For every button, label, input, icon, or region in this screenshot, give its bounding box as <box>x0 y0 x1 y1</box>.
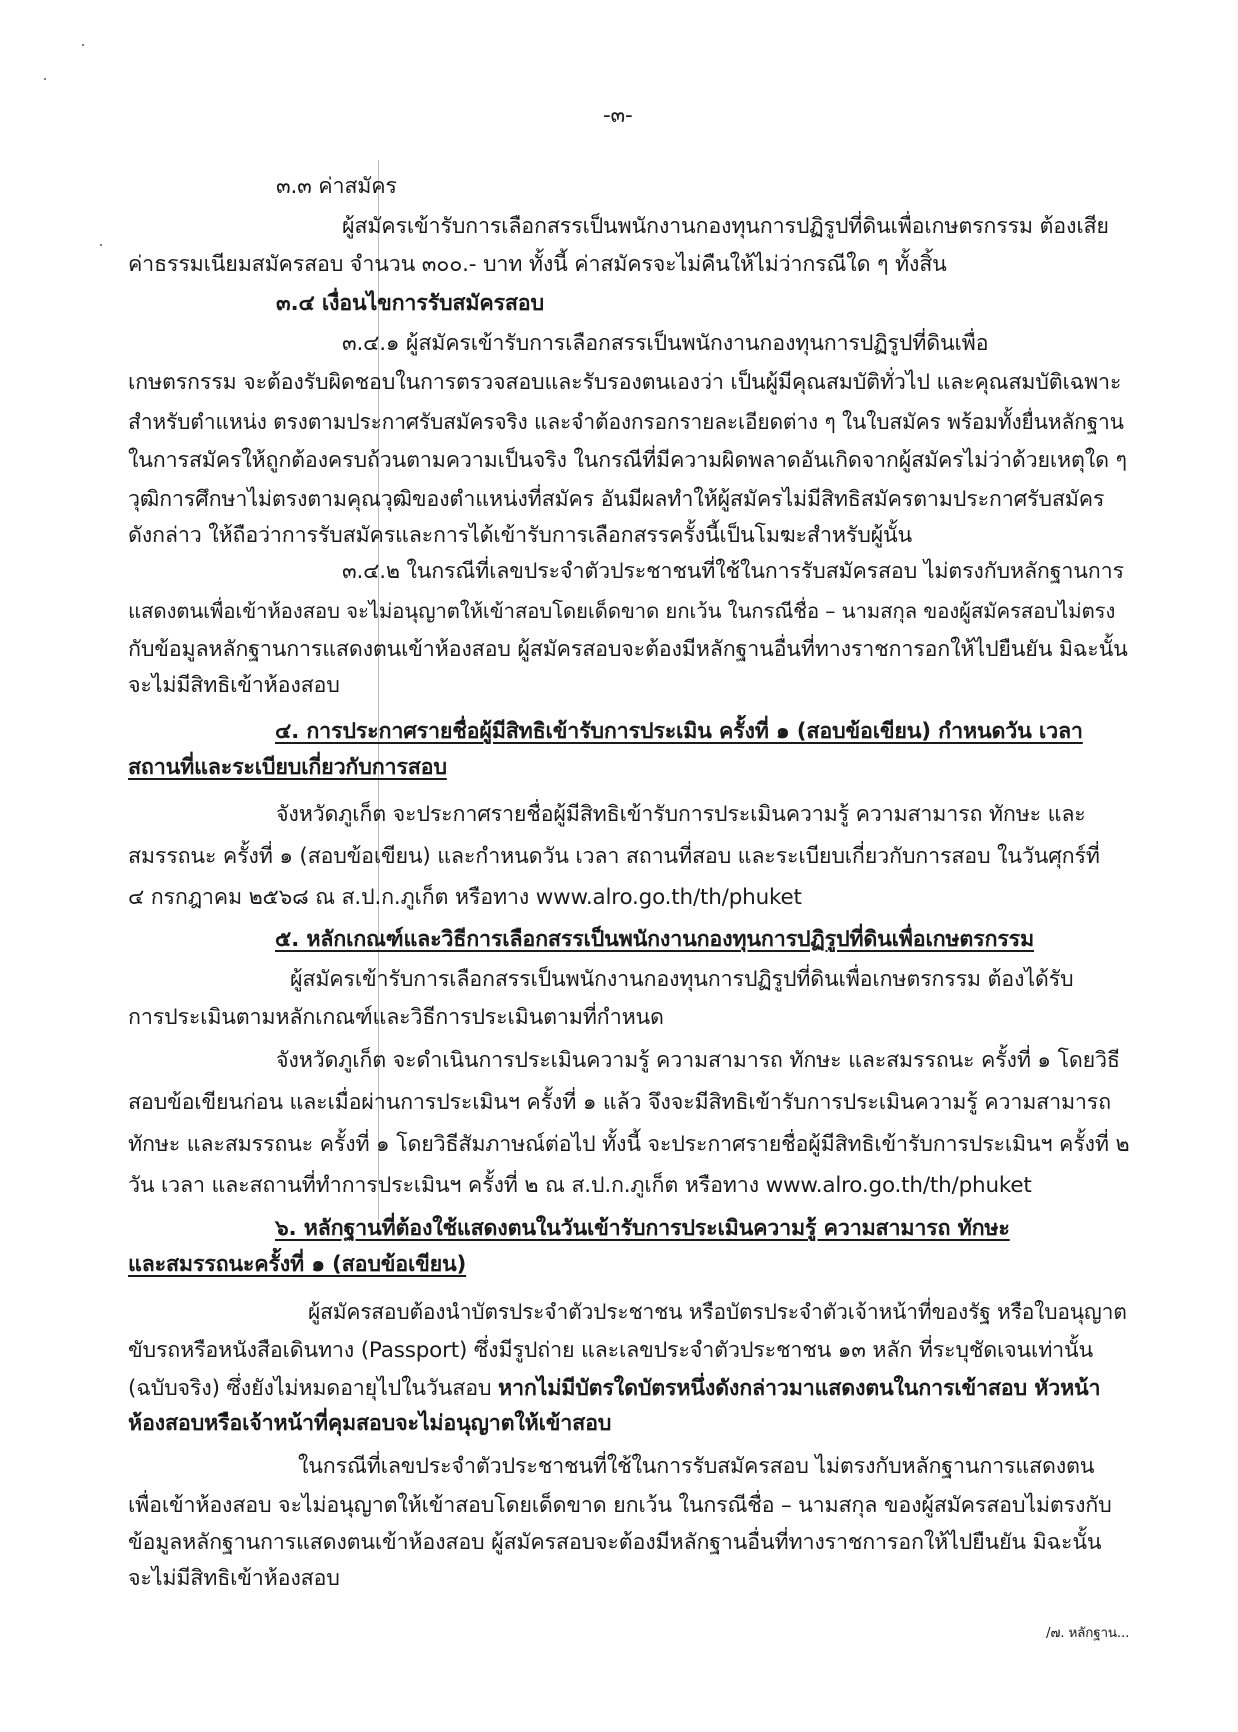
evidence-line: เพื่อเข้าห้องสอบ จะไม่อนุญาตให้เข้าสอบโดยเด็ดขาด ยกเว้น ในกรณีชื่อ – นามสกุล ของผู้สมัครสอบไม่ตรงกับ <box>128 1493 1112 1518</box>
criteria-line: ผู้สมัครเข้ารับการเลือกสรรเป็นพนักงานกองทุนการปฏิรูปที่ดินเพื่อเกษตรกรรม ต้องได้รับ <box>290 967 1074 992</box>
continuation-note: /๗. หลักฐาน... <box>1046 1625 1130 1641</box>
scan-speck <box>100 244 102 246</box>
section-fee-line: ค่าธรรมเนียมสมัครสอบ จำนวน ๓๐๐.- บาท ทั้งนี้ ค่าสมัครจะไม่คืนให้ไม่ว่ากรณีใด ๆ ทั้งสิ้น <box>128 252 947 277</box>
criteria-line: จังหวัดภูเก็ต จะดำเนินการประเมินความรู้ ความสามารถ ทักษะ และสมรรถนะ ครั้งที่ ๑ โดยวิธี <box>276 1048 1120 1073</box>
criteria-line: วัน เวลา และสถานที่ทำการประเมินฯ ครั้งที่ ๒ ณ ส.ป.ก.ภูเก็ต หรือทาง www.alro.go.th/th/phuket <box>128 1173 1032 1198</box>
section-announcement-heading: ๔. การประกาศรายชื่อผู้มีสิทธิเข้ารับการประเมิน ครั้งที่ ๑ (สอบข้อเขียน) กำหนดวัน เวลา <box>275 719 1083 744</box>
evidence-line-bold: ห้องสอบหรือเจ้าหน้าที่คุมสอบจะไม่อนุญาตให้เข้าสอบ <box>128 1411 612 1436</box>
announcement-line: ๔ กรกฎาคม ๒๕๖๘ ณ ส.ป.ก.ภูเก็ต หรือทาง www.alro.go.th/th/phuket <box>128 885 802 910</box>
section-fee-heading: ๓.๓ ค่าสมัคร <box>276 174 397 199</box>
section-conditions-heading: ๓.๔ เงื่อนไขการรับสมัครสอบ <box>276 291 544 316</box>
evidence-line: ในกรณีที่เลขประจำตัวประชาชนที่ใช้ในการรับสมัครสอบ ไม่ตรงกับหลักฐานการแสดงตน <box>298 1454 1095 1479</box>
scan-speck <box>82 44 84 46</box>
conditions-paragraph-line: กับข้อมูลหลักฐานการแสดงตนเข้าห้องสอบ ผู้สมัครสอบจะต้องมีหลักฐานอื่นที่ทางราชการอกให้ไปยืนยัน มิฉะนั้น <box>128 637 1128 662</box>
evidence-line-normal: (ฉบับจริง) ซึ่งยังไม่หมดอายุไปในวันสอบ <box>128 1376 498 1401</box>
conditions-paragraph-line: แสดงตนเพื่อเข้าห้องสอบ จะไม่อนุญาตให้เข้าสอบโดยเด็ดขาด ยกเว้น ในกรณีชื่อ – นามสกุล ของผู้สมัครสอบไม่ตรง <box>128 599 1116 623</box>
evidence-line: ผู้สมัครสอบต้องนำบัตรประจำตัวประชาชน หรือบัตรประจำตัวเจ้าหน้าที่ของรัฐ หรือใบอนุญาต <box>308 1300 1127 1324</box>
conditions-paragraph-line: สำหรับตำแหน่ง ตรงตามประกาศรับสมัครจริง และจำต้องกรอกรายละเอียดต่าง ๆ ในใบสมัคร พร้อมทั้งยื่นหลักฐาน <box>128 410 1124 434</box>
announcement-line: จังหวัดภูเก็ต จะประกาศรายชื่อผู้มีสิทธิเข้ารับการประเมินความรู้ ความสามารถ ทักษะ และ <box>276 802 1086 827</box>
conditions-paragraph-line: ดังกล่าว ให้ถือว่าการรับสมัครและการได้เข้ารับการเลือกสรรครั้งนี้เป็นโมฆะสำหรับผู้นั้น <box>128 523 913 548</box>
conditions-paragraph-line: ๓.๔.๒ ในกรณีที่เลขประจำตัวประชาชนที่ใช้ในการรับสมัครสอบ ไม่ตรงกับหลักฐานการ <box>342 559 1124 584</box>
section-criteria-heading: ๕. หลักเกณฑ์และวิธีการเลือกสรรเป็นพนักงานกองทุนการปฏิรูปที่ดินเพื่อเกษตรกรรม <box>275 927 1034 952</box>
conditions-paragraph-line: วุฒิการศึกษาไม่ตรงตามคุณวุฒิของตำแหน่งที่สมัคร อันมีผลทำให้ผู้สมัครไม่มีสิทธิสมัครตามประกาศรับสมัคร <box>128 487 1105 512</box>
criteria-line: สอบข้อเขียนก่อน และเมื่อผ่านการประเมินฯ ครั้งที่ ๑ แล้ว จึงจะมีสิทธิเข้ารับการประเมินความรู้ ความสามารถ <box>128 1090 1111 1115</box>
section-fee-line: ผู้สมัครเข้ารับการเลือกสรรเป็นพนักงานกองทุนการปฏิรูปที่ดินเพื่อเกษตรกรรม ต้องเสีย <box>342 214 1109 239</box>
conditions-paragraph-line: จะไม่มีสิทธิเข้าห้องสอบ <box>128 673 340 698</box>
conditions-paragraph-line: เกษตรกรรม จะต้องรับผิดชอบในการตรวจสอบและรับรองตนเองว่า เป็นผู้มีคุณสมบัติทั่วไป และคุณสมบัติเฉพาะ <box>128 370 1122 395</box>
conditions-paragraph-line: ๓.๔.๑ ผู้สมัครเข้ารับการเลือกสรรเป็นพนักงานกองทุนการปฏิรูปที่ดินเพื่อ <box>342 331 989 356</box>
conditions-paragraph-line: ในการสมัครให้ถูกต้องครบถ้วนตามความเป็นจริง ในกรณีที่มีความผิดพลาดอันเกิดจากผู้สมัครไม่ว่าด้วยเหตุใด ๆ <box>128 448 1127 473</box>
section-evidence-heading: ๖. หลักฐานที่ต้องใช้แสดงตนในวันเข้ารับการประเมินความรู้ ความสามารถ ทักษะ <box>275 1216 1010 1241</box>
evidence-line: ข้อมูลหลักฐานการแสดงตนเข้าห้องสอบ ผู้สมัครสอบจะต้องมีหลักฐานอื่นที่ทางราชการอกให้ไปยืนยัน มิฉะนั้น <box>128 1530 1102 1555</box>
section-evidence-heading: และสมรรถนะครั้งที่ ๑ (สอบข้อเขียน) <box>128 1252 467 1277</box>
scan-speck <box>44 78 46 80</box>
announcement-line: สมรรถนะ ครั้งที่ ๑ (สอบข้อเขียน) และกำหนดวัน เวลา สถานที่สอบ และระเบียบเกี่ยวกับการสอบ ในวันศุกร์ที่ <box>128 844 1100 869</box>
evidence-line-bold: หากไม่มีบัตรใดบัตรหนึ่งดังกล่าวมาแสดงตนในการเข้าสอบ หัวหน้า <box>498 1376 1101 1401</box>
page-number: -๓- <box>603 103 633 128</box>
criteria-line: การประเมินตามหลักเกณฑ์และวิธีการประเมินตามที่กำหนด <box>128 1005 664 1030</box>
evidence-line: ขับรถหรือหนังสือเดินทาง (Passport) ซึ่งมีรูปถ่าย และเลขประจำตัวประชาชน ๑๓ หลัก ที่ระบุชัดเจนเท่านั้น <box>128 1338 1094 1363</box>
criteria-line: ทักษะ และสมรรถนะ ครั้งที่ ๑ โดยวิธีสัมภาษณ์ต่อไป ทั้งนี้ จะประกาศรายชื่อผู้มีสิทธิเข้ารับการประเมินฯ ครั้งที่ ๒ <box>128 1132 1130 1157</box>
evidence-line <box>128 1374 1100 1404</box>
evidence-line: จะไม่มีสิทธิเข้าห้องสอบ <box>128 1566 340 1591</box>
section-announcement-heading: สถานที่และระเบียบเกี่ยวกับการสอบ <box>128 755 447 780</box>
